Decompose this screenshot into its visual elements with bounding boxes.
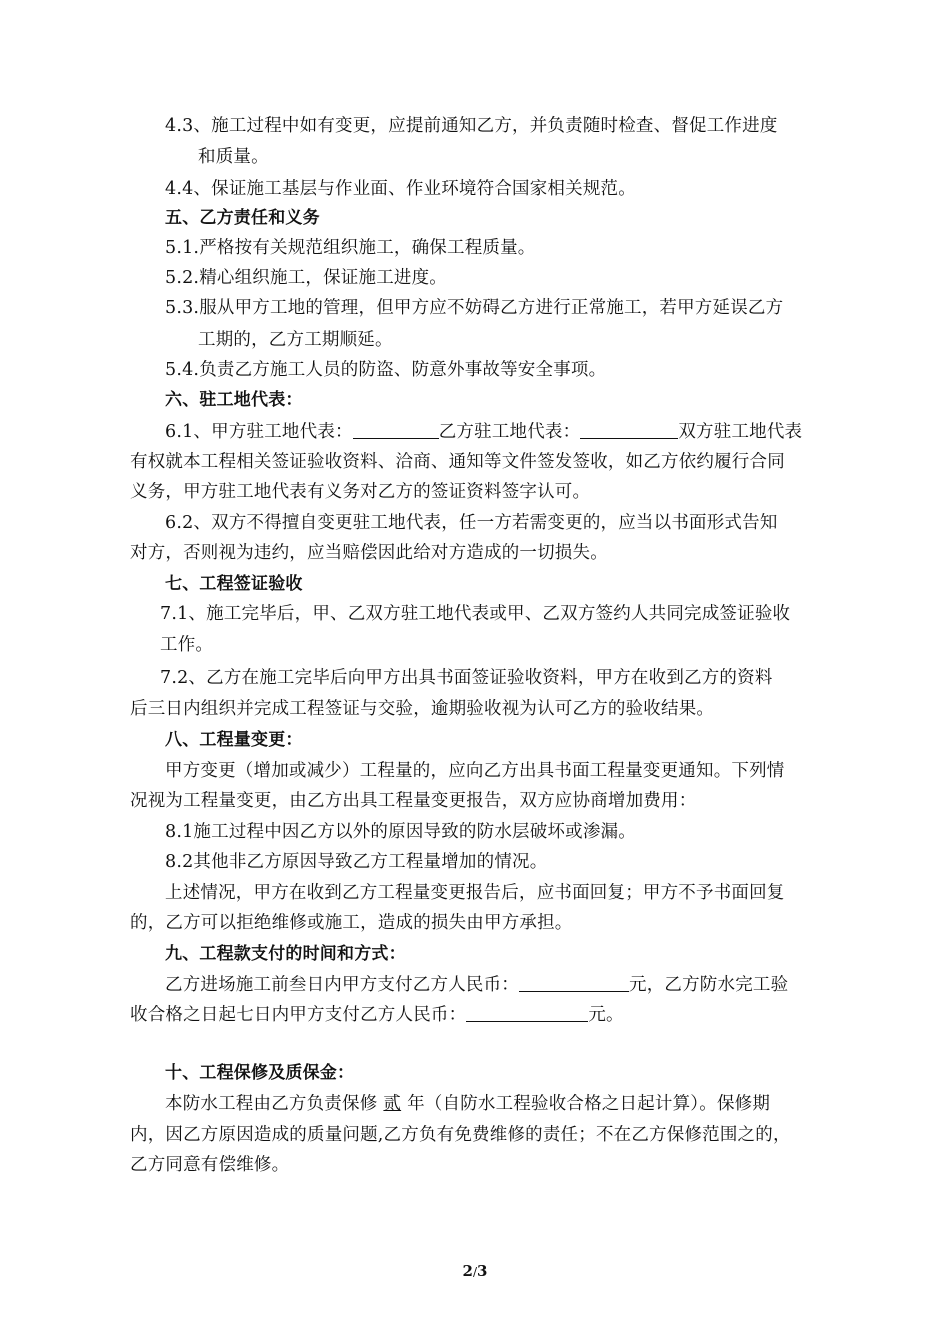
clause-5-2: 5.2.精心组织施工，保证施工进度。: [165, 268, 447, 288]
clause-9-line1: [165, 973, 788, 996]
clause-7-1-line2: 工作。: [160, 635, 214, 655]
clause-10-line2: 内，因乙方原因造成的质量问题,乙方负有免费维修的责任；不在乙方保修范围之的，: [130, 1125, 791, 1145]
first-payment-blank: [519, 973, 629, 992]
clause-8-2: 8.2其他非乙方原因导致乙方工程量增加的情况。: [165, 852, 548, 872]
page-separator: /: [472, 1265, 478, 1279]
clause-7-1-line1: 7.1、施工完毕后，甲、乙双方驻工地代表或甲、乙双方签约人共同完成签证验收: [160, 604, 791, 624]
clause-5-3-line1: 5.3.服从甲方工地的管理，但甲方应不妨碍乙方进行正常施工，若甲方延误乙方: [165, 298, 784, 318]
clause-10-warranty-text: 本防水工程由乙方负责保修: [165, 1094, 378, 1114]
clause-6-1-party-a: 6.1、甲方驻工地代表：: [165, 422, 353, 442]
clause-9-line2: [130, 1003, 624, 1026]
warranty-years-value: 贰: [383, 1094, 402, 1114]
clause-6-2-line1: 6.2、双方不得擅自变更驻工地代表，任一方若需变更的，应当以书面形式告知: [165, 513, 778, 533]
total-pages: 3: [477, 1262, 488, 1280]
heading-section-5: 五、乙方责任和义务: [165, 208, 320, 228]
second-payment-blank: [466, 1003, 588, 1022]
page-number: [0, 1262, 950, 1280]
current-page: 2: [462, 1262, 473, 1280]
heading-section-7: 七、工程签证验收: [165, 574, 303, 594]
clause-9-first-payment: 乙方进场施工前叁日内甲方支付乙方人民币：: [165, 975, 519, 995]
clause-7-2-line1: 7.2、乙方在施工完毕后向甲方出具书面签证验收资料，甲方在收到乙方的资料: [160, 668, 773, 688]
clause-8-intro-line1: 甲方变更（增加或减少）工程量的，应向乙方出具书面工程量变更通知。下列情: [165, 761, 785, 781]
heading-section-8: 八、工程量变更：: [165, 730, 303, 750]
clause-9-second-payment: 收合格之日起七日内甲方支付乙方人民币：: [130, 1005, 467, 1025]
clause-6-2-line2: 对方，否则视为违约，应当赔偿因此给对方造成的一切损失。: [130, 543, 608, 563]
clause-8-note-line1: 上述情况，甲方在收到乙方工程量变更报告后，应书面回复；甲方不予书面回复: [165, 883, 785, 903]
heading-section-10: 十、工程保修及质保金：: [165, 1063, 355, 1083]
party-b-rep-blank: [580, 420, 678, 439]
clause-6-1-line1: [165, 420, 802, 443]
clause-5-4: 5.4.负责乙方施工人员的防盗、防意外事故等安全事项。: [165, 360, 607, 380]
clause-6-1-line2: 有权就本工程相关签证验收资料、洽商、通知等文件签发签收，如乙方依约履行合同: [130, 452, 785, 472]
clause-4-3-line1: 4.3、施工过程中如有变更，应提前通知乙方，并负责随时检查、督促工作进度: [165, 116, 778, 136]
clause-6-1-party-b: 乙方驻工地代表：: [438, 422, 581, 442]
clause-6-1-line3: 义务，甲方驻工地代表有义务对乙方的签证资料签字认可。: [130, 482, 591, 502]
clause-10-line1: [165, 1093, 770, 1115]
clause-4-3-line2: 和质量。: [198, 147, 269, 167]
clause-9-first-payment-unit: 元，乙方防水完工验: [629, 975, 789, 995]
clause-8-intro-line2: 况视为工程量变更，由乙方出具工程量变更报告，双方应协商增加费用：: [130, 791, 697, 811]
clause-7-2-line2: 后三日内组织并完成工程签证与交验，逾期验收视为认可乙方的验收结果。: [130, 699, 715, 719]
clause-10-warranty-period: 年（自防水工程验收合格之日起计算）。保修期: [407, 1094, 771, 1114]
clause-5-1: 5.1.严格按有关规范组织施工，确保工程质量。: [165, 238, 536, 258]
heading-section-6: 六、驻工地代表：: [165, 390, 303, 410]
clause-5-3-line2: 工期的，乙方工期顺延。: [198, 330, 393, 350]
clause-4-4: 4.4、保证施工基层与作业面、作业环境符合国家相关规范。: [165, 179, 636, 199]
party-a-rep-blank: [353, 420, 439, 439]
clause-6-1-both: 双方驻工地代表: [678, 422, 803, 442]
clause-10-line3: 乙方同意有偿维修。: [130, 1155, 290, 1175]
clause-9-second-payment-unit: 元。: [588, 1005, 624, 1025]
clause-8-note-line2: 的，乙方可以拒绝维修或施工，造成的损失由甲方承担。: [130, 913, 573, 933]
clause-8-1: 8.1施工过程中因乙方以外的原因导致的防水层破坏或渗漏。: [165, 822, 636, 842]
heading-section-9: 九、工程款支付的时间和方式：: [165, 944, 406, 964]
